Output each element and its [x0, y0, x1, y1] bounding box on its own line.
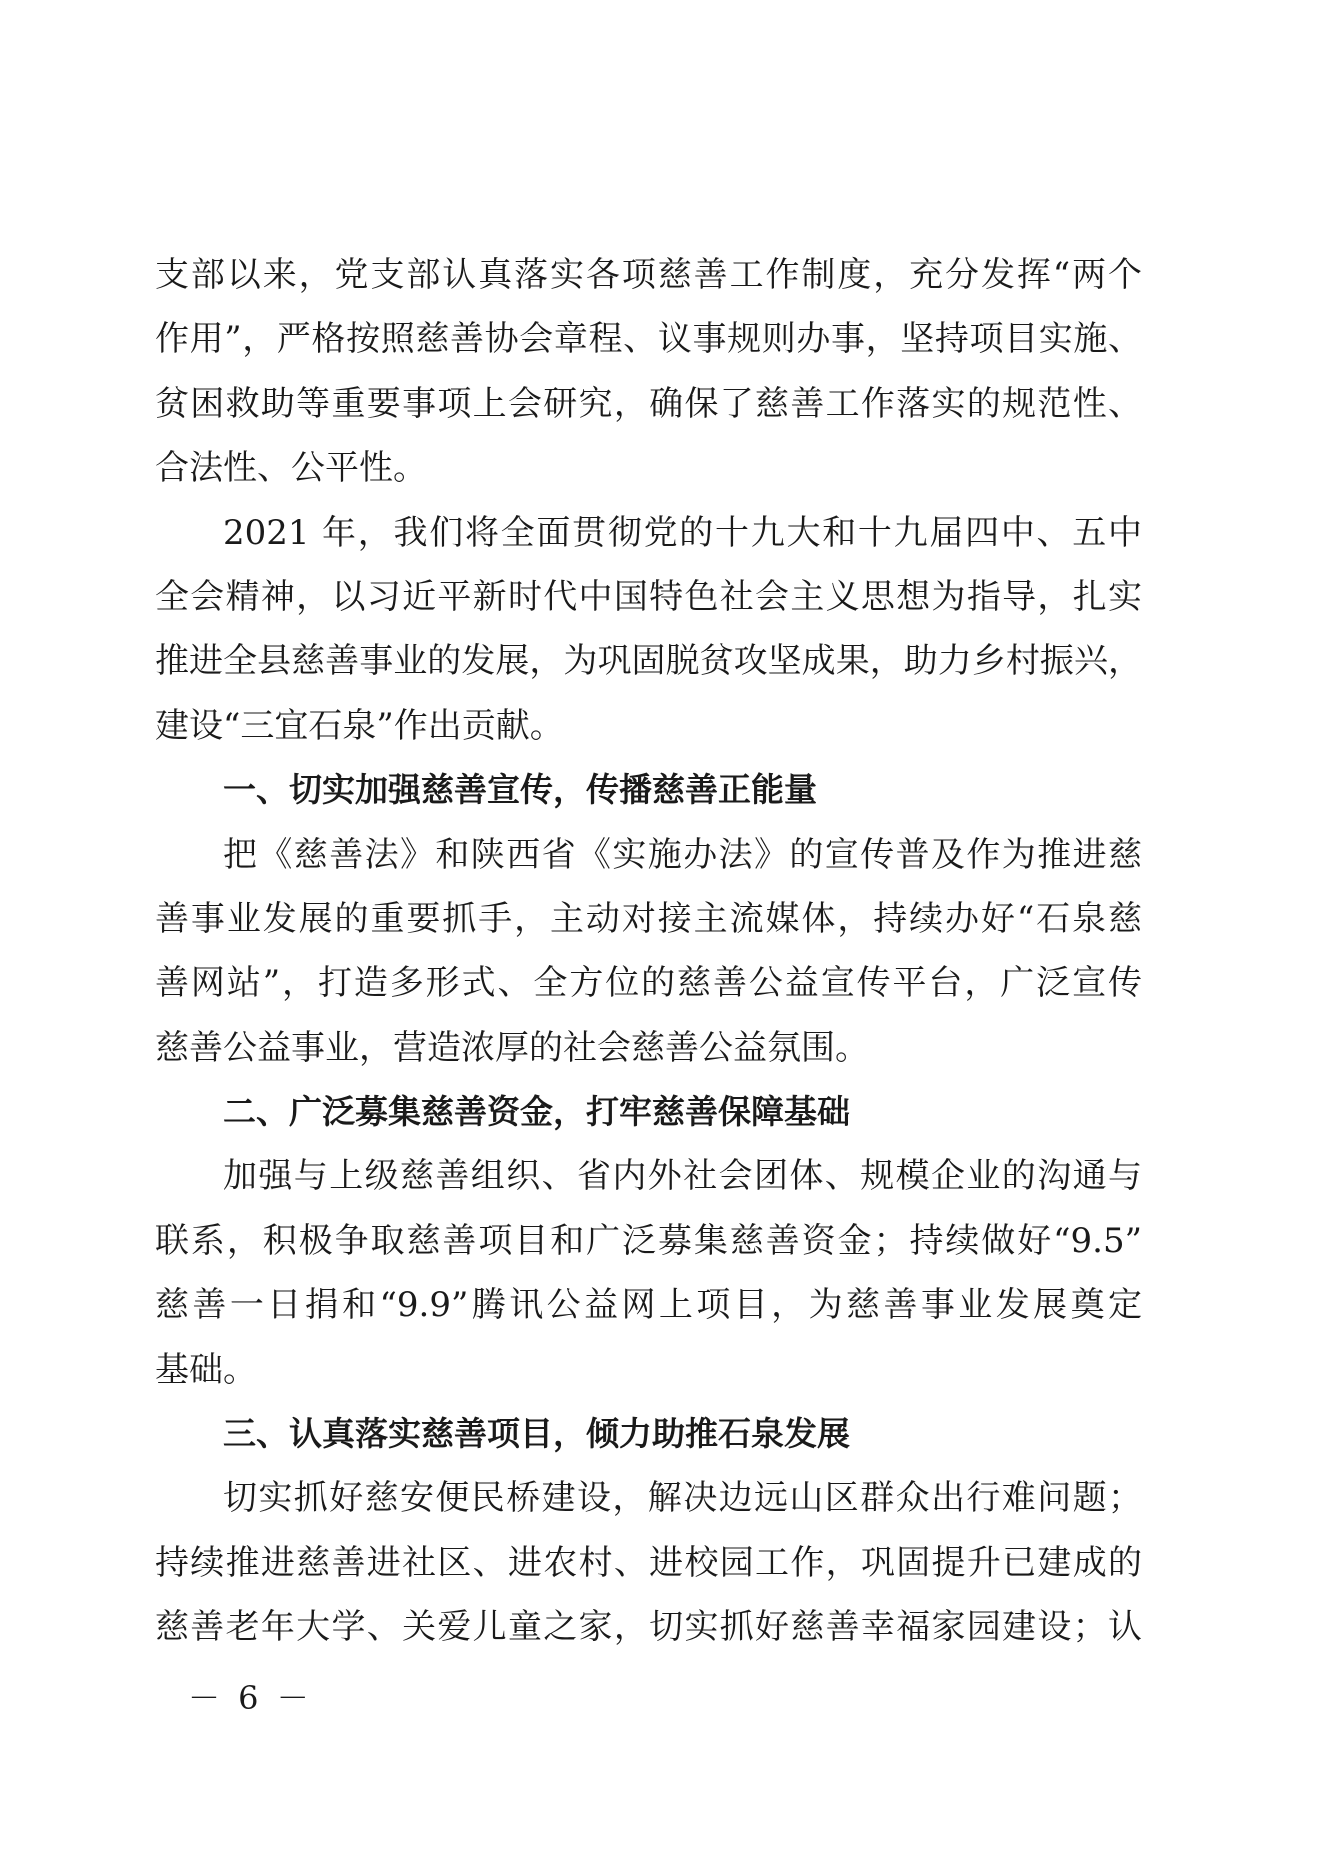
- paragraph-line: 善网站”，打造多形式、全方位的慈善公益宣传平台，广泛宣传: [155, 963, 1142, 1004]
- section-heading: 三、认真落实慈善项目，倾力助推石泉发展: [223, 1414, 850, 1454]
- paragraph-line: 贫困救助等重要事项上会研究，确保了慈善工作落实的规范性、: [155, 383, 1142, 424]
- paragraph-line: 切实抓好慈安便民桥建设，解决边远山区群众出行难问题；: [223, 1478, 1142, 1519]
- paragraph-line: 慈善老年大学、关爱儿童之家，切实抓好慈善幸福家园建设；认: [155, 1607, 1142, 1648]
- paragraph-line: 把《慈善法》和陕西省《实施办法》的宣传普及作为推进慈: [223, 834, 1142, 875]
- paragraph-line: 建设“三宜石泉”作出贡献。: [155, 705, 564, 746]
- paragraph-line: 合法性、公平性。: [155, 448, 427, 489]
- page-number: － 6 －: [188, 1679, 313, 1717]
- paragraph-line: 加强与上级慈善组织、省内外社会团体、规模企业的沟通与: [223, 1156, 1142, 1197]
- paragraph-line: 支部以来，党支部认真落实各项慈善工作制度，充分发挥“两个: [155, 255, 1142, 295]
- section-heading: 一、切实加强慈善宣传，传播慈善正能量: [223, 770, 817, 810]
- body-text: [155, 243, 1142, 1660]
- paragraph-line: 作用”，严格按照慈善协会章程、议事规则办事，坚持项目实施、: [155, 319, 1142, 360]
- section-heading: 二、广泛募集慈善资金，打牢慈善保障基础: [223, 1092, 850, 1132]
- paragraph-line: 持续推进慈善进社区、进农村、进校园工作，巩固提升已建成的: [155, 1542, 1142, 1583]
- paragraph-line: 联系，积极争取慈善项目和广泛募集慈善资金；持续做好“9.5”: [155, 1220, 1142, 1261]
- paragraph-line: 善事业发展的重要抓手，主动对接主流媒体，持续办好“石泉慈: [155, 898, 1142, 939]
- paragraph-line: 推进全县慈善事业的发展，为巩固脱贫攻坚成果，助力乡村振兴，: [155, 641, 1142, 682]
- paragraph-line: 慈善公益事业，营造浓厚的社会慈善公益氛围。: [155, 1027, 869, 1068]
- paragraph-line: 慈善一日捐和“9.9”腾讯公益网上项目，为慈善事业发展奠定: [155, 1285, 1142, 1326]
- paragraph-line: 2021 年，我们将全面贯彻党的十九大和十九届四中、五中: [223, 512, 1142, 553]
- paragraph-line: 基础。: [155, 1349, 257, 1390]
- paragraph-line: 全会精神，以习近平新时代中国特色社会主义思想为指导，扎实: [155, 576, 1142, 617]
